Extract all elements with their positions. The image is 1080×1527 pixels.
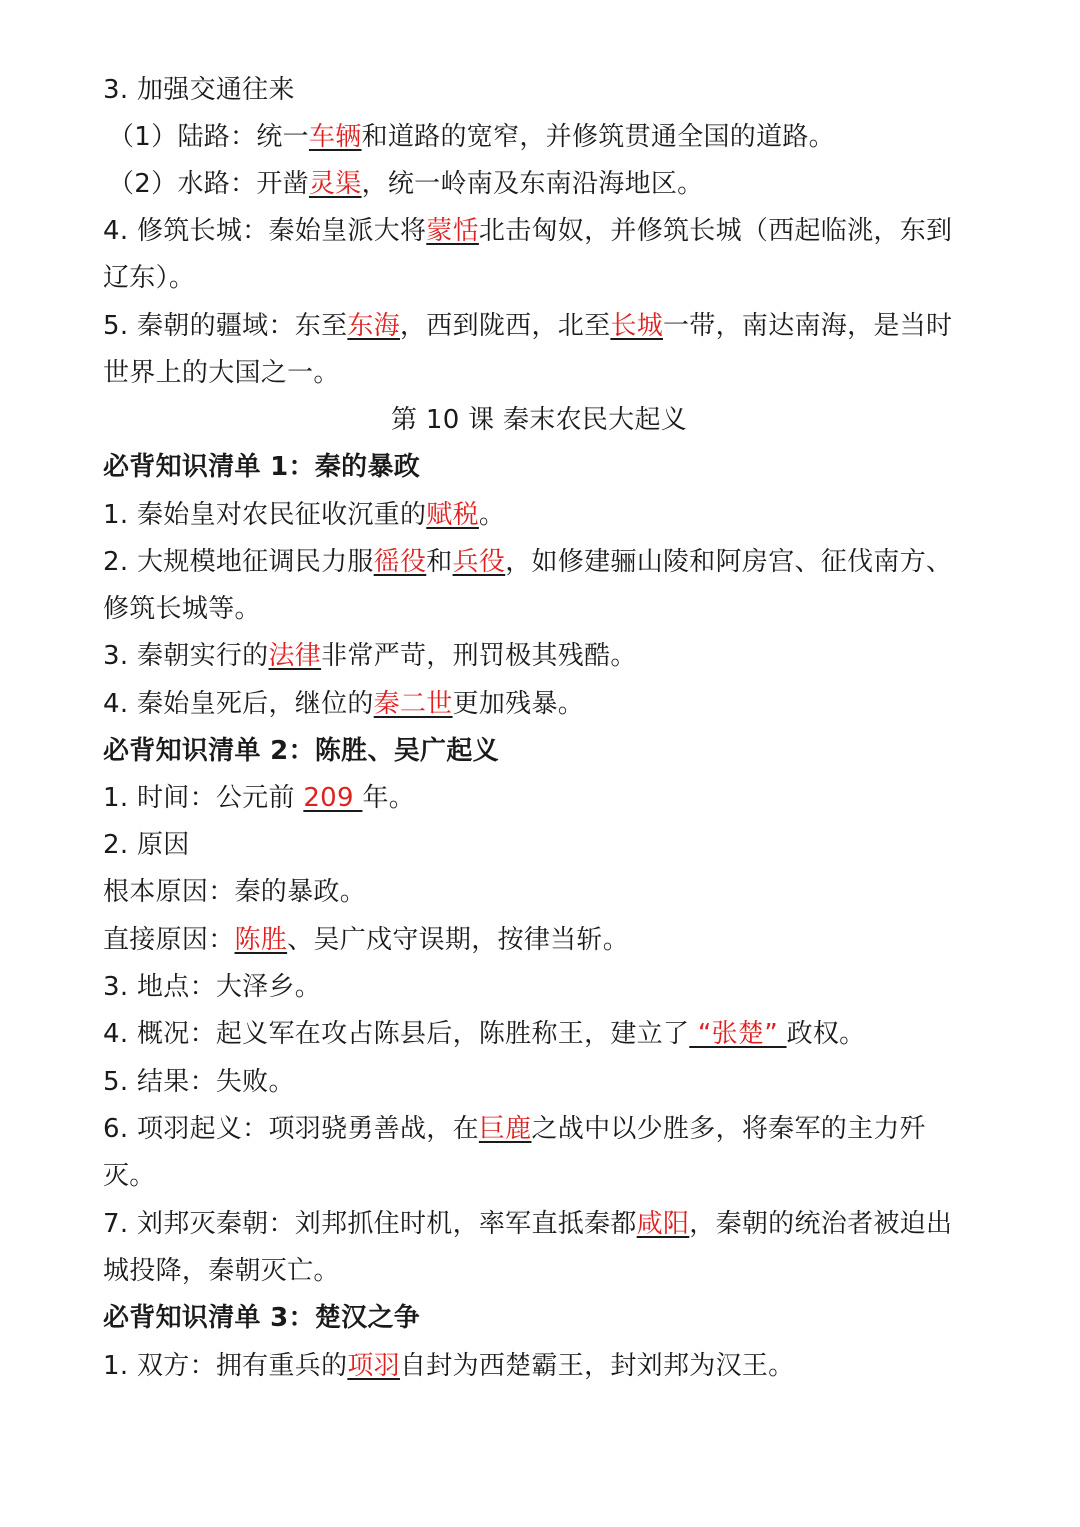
line-text: 和道路的宽窄，并修筑贯通全国的道路。: [361, 122, 835, 152]
text-line: [103, 1207, 952, 1241]
line-text: （1）陆路：统一: [108, 122, 309, 152]
text-line: [103, 545, 952, 579]
text-line: [103, 970, 321, 1004]
line-text: 6. 项羽起义：项羽骁勇善战，在: [103, 1114, 479, 1144]
text-line: [103, 309, 952, 343]
line-text: 必背知识清单 2：陈胜、吴广起义: [103, 736, 499, 766]
line-text: 根本原因：秦的暴政。: [103, 877, 367, 907]
section-heading: [103, 450, 420, 484]
answer-blank: 兵役: [452, 547, 506, 577]
line-text: 世界上的大国之一。: [103, 358, 340, 388]
text-line: [103, 592, 261, 626]
text-line: [103, 356, 340, 390]
answer-blank: 长城: [610, 311, 663, 341]
text-line: [108, 120, 835, 154]
text-line: [103, 1349, 795, 1383]
text-line: [103, 639, 637, 673]
answer-blank: 蒙恬: [426, 216, 479, 246]
line-text: ，统一岭南及东南沿海地区。: [361, 169, 704, 199]
line-text: 1. 双方：拥有重兵的: [103, 1351, 348, 1381]
line-text: 修筑长城等。: [103, 594, 261, 624]
answer-blank: 赋税: [426, 500, 479, 530]
line-text: 政权。: [786, 1019, 866, 1049]
line-text: 7. 刘邦灭秦朝：刘邦抓住时机，率军直抵秦都: [103, 1209, 637, 1239]
line-text: 非常严苛，刑罚极其残酷。: [321, 641, 637, 671]
answer-blank: 咸阳: [636, 1209, 690, 1239]
text-line: [103, 828, 190, 862]
line-text: 更加残暴。: [452, 689, 585, 719]
line-text: 3. 加强交通往来: [103, 75, 295, 105]
answer-blank: 东海: [347, 311, 400, 341]
answer-blank: 209: [303, 783, 363, 813]
line-text: 一带，南达南海，是当时: [663, 311, 953, 341]
text-line: [103, 261, 195, 295]
text-line: [103, 1254, 340, 1288]
line-text: 4. 秦始皇死后，继位的: [103, 689, 374, 719]
text-line: [103, 875, 366, 909]
line-text: 必背知识清单 1：秦的暴政: [103, 452, 421, 482]
line-text: 2. 大规模地征调民力服: [103, 547, 374, 577]
line-text: 、吴广戍守误期，按律当斩。: [287, 925, 630, 955]
line-text: （2）水路：开凿: [108, 169, 309, 199]
line-text: 3. 秦朝实行的: [103, 641, 269, 671]
line-text: 自封为西楚霸王，封刘邦为汉王。: [399, 1351, 795, 1381]
line-text: 。: [478, 500, 506, 530]
line-text: 辽东）。: [103, 263, 196, 293]
answer-blank: 秦二世: [373, 689, 453, 719]
text-line: [103, 1159, 156, 1193]
line-text: 第 10 课 秦末农民大起义: [391, 405, 688, 435]
answer-blank: 陈胜: [234, 925, 288, 955]
line-text: 必背知识清单 3：楚汉之争: [103, 1303, 421, 1333]
text-line: [103, 73, 295, 107]
line-text: 北击匈奴，并修筑长城（西起临洮，东到: [478, 216, 953, 246]
line-text: 5. 结果：失败。: [103, 1067, 295, 1097]
text-line: [103, 687, 584, 721]
answer-blank: 项羽: [347, 1351, 400, 1381]
section-heading: [103, 1301, 420, 1335]
answer-blank: 车辆: [308, 122, 362, 152]
line-text: 4. 修筑长城：秦始皇派大将: [103, 216, 427, 246]
answer-blank: 巨鹿: [478, 1114, 532, 1144]
answer-blank: 灵渠: [308, 169, 362, 199]
line-text: ，西到陇西，北至: [399, 311, 611, 341]
text-line: [103, 1112, 926, 1146]
text-line: [103, 214, 952, 248]
line-text: 4. 概况：起义军在攻占陈县后，陈胜称王，建立了: [103, 1019, 690, 1049]
text-line: [103, 1065, 295, 1099]
section-heading: [103, 734, 499, 768]
answer-blank: “张楚”: [689, 1019, 787, 1049]
lesson-title: [391, 403, 687, 437]
text-line: [103, 923, 629, 957]
line-text: 5. 秦朝的疆域：东至: [103, 311, 348, 341]
line-text: 1. 秦始皇对农民征收沉重的: [103, 500, 427, 530]
line-text: ，秦朝的统治者被迫出: [689, 1209, 953, 1239]
line-text: 3. 地点：大泽乡。: [103, 972, 322, 1002]
line-text: 1. 时间：公元前: [103, 783, 304, 813]
line-text: 2. 原因: [103, 830, 190, 860]
text-line: [103, 498, 505, 532]
text-line: [103, 781, 415, 815]
text-line: [103, 1017, 865, 1051]
line-text: 城投降，秦朝灭亡。: [103, 1256, 340, 1286]
answer-blank: 徭役: [373, 547, 427, 577]
line-text: 年。: [362, 783, 416, 813]
answer-blank: 法律: [268, 641, 322, 671]
line-text: 和: [426, 547, 453, 577]
line-text: 直接原因：: [103, 925, 235, 955]
line-text: ，如修建骊山陵和阿房宫、征伐南方、: [505, 547, 953, 577]
text-line: [108, 167, 703, 201]
line-text: 灭。: [103, 1161, 156, 1191]
line-text: 之战中以少胜多，将秦军的主力歼: [531, 1114, 926, 1144]
